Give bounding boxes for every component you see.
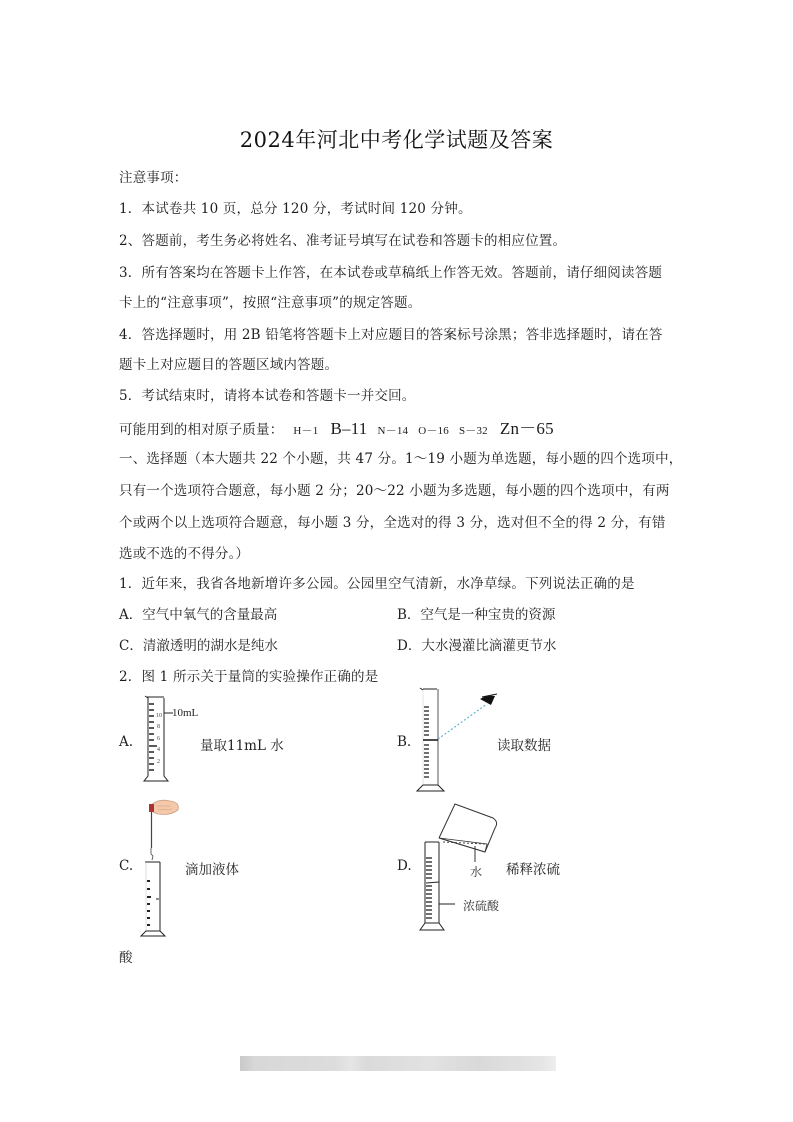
notice-3-cont: 卡上的“注意事项”，按照“注意事项”的规定答题。 bbox=[119, 295, 422, 311]
q2-option-b-caption: 读取数据 bbox=[497, 738, 551, 754]
q2-option-d-letter: D. bbox=[397, 858, 412, 874]
mass-n: N－14 bbox=[377, 425, 409, 437]
svg-text:6: 6 bbox=[157, 736, 160, 742]
svg-text:2: 2 bbox=[157, 759, 160, 765]
label-concentrated-sulfuric-acid: 浓硫酸 bbox=[463, 899, 500, 913]
q1-option-a: A．空气中氧气的含量最高 bbox=[119, 607, 278, 623]
atomic-masses-label: 可能用到的相对原子质量： bbox=[119, 422, 284, 438]
dropper-cylinder-c-figure bbox=[140, 796, 190, 938]
q1-option-c: C．清澈透明的湖水是纯水 bbox=[119, 638, 278, 654]
question-1-stem: 1．近年来，我省各地新增许多公园。公园里空气清新，水净草绿。下列说法正确的是 bbox=[119, 576, 635, 592]
notice-5: 5．考试结束时，请将本试卷和答题卡一并交回。 bbox=[119, 388, 416, 404]
notice-heading: 注意事项： bbox=[119, 170, 188, 186]
annotation-10ml: 10mL bbox=[172, 707, 199, 719]
mass-h: H－1 bbox=[293, 425, 319, 437]
notice-1: 1．本试卷共 10 页，总分 120 分，考试时间 120 分钟。 bbox=[119, 201, 472, 217]
blurred-footer-watermark bbox=[240, 1056, 556, 1071]
page-title: 2024年河北中考化学试题及答案 bbox=[239, 128, 554, 152]
section1-line-1: 一、选择题（本大题共 22 个小题，共 47 分。1～19 小题为单选题，每小题的四个选项中， bbox=[119, 451, 683, 467]
svg-text:4: 4 bbox=[157, 747, 160, 753]
mass-b: B–11 bbox=[330, 419, 368, 438]
section1-line-2: 只有一个选项符合题意，每小题 2 分；20～22 小题为多选题，每小题的四个选项中，有两 bbox=[119, 483, 670, 499]
section1-line-4: 选或不选的不得分。） bbox=[119, 546, 250, 562]
label-water: 水 bbox=[470, 865, 483, 879]
notice-4: 4．答选择题时，用 2B 铅笔将答题卡上对应题目的答案标号涂黑；答非选择题时，请在答 bbox=[119, 327, 663, 343]
hand-icon bbox=[150, 800, 178, 814]
q1-option-d: D．大水漫灌比滴灌更节水 bbox=[397, 638, 557, 654]
mass-zn: Zn－65 bbox=[499, 419, 554, 438]
mass-o: O－16 bbox=[418, 425, 449, 437]
question-2-stem: 2．图 1 所示关于量筒的实验操作正确的是 bbox=[119, 669, 379, 685]
notice-2: 2、答题前，考生务必将姓名、准考证号填写在试卷和答题卡的相应位置。 bbox=[119, 233, 567, 249]
notice-4-cont: 题卡上对应题目的答题区域内答题。 bbox=[119, 357, 339, 373]
q2-option-d-caption: 稀释浓硫 bbox=[506, 862, 560, 878]
q2-option-a-caption: 量取11mL 水 bbox=[200, 738, 284, 754]
eye-icon bbox=[480, 694, 497, 705]
mass-s: S－32 bbox=[458, 425, 488, 437]
svg-text:10: 10 bbox=[156, 713, 162, 719]
q2-option-c-letter: C. bbox=[119, 858, 134, 874]
graduated-cylinder-b-figure bbox=[415, 687, 505, 795]
q2-option-c-caption: 滴加液体 bbox=[185, 862, 239, 878]
svg-text:8: 8 bbox=[157, 724, 160, 730]
q2-option-b-letter: B. bbox=[397, 734, 412, 750]
section1-line-3: 个或两个以上选项符合题意，每小题 3 分，全选对的得 3 分，选对但不全的得 2 分，有错 bbox=[119, 515, 666, 531]
q2-option-d-caption-wrap: 酸 bbox=[119, 950, 133, 966]
atomic-masses bbox=[119, 414, 554, 439]
q2-option-a-letter: A. bbox=[119, 734, 134, 750]
q1-option-b: B．空气是一种宝贵的资源 bbox=[397, 607, 556, 623]
notice-3: 3．所有答案均在答题卡上作答，在本试卷或草稿纸上作答无效。答题前，请仔细阅读答题 bbox=[119, 265, 663, 281]
